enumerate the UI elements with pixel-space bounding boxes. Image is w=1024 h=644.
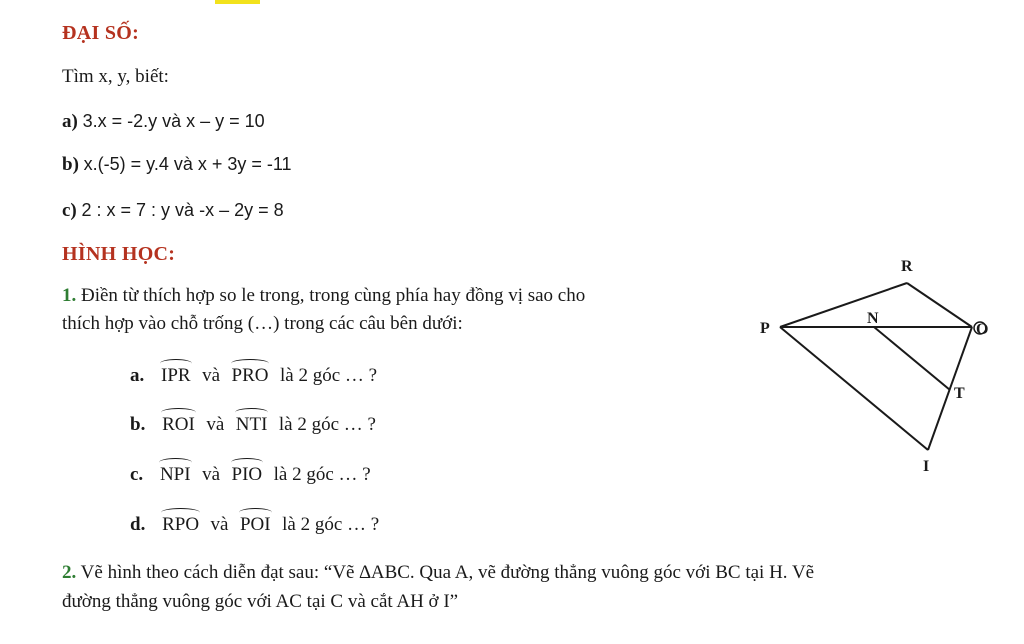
point-label-o: O <box>976 321 989 338</box>
point-label-t: T <box>954 385 965 402</box>
sub-label: b. <box>130 414 146 435</box>
angle-1: NPI <box>159 464 191 485</box>
q2-line1 <box>62 562 814 584</box>
tail: là 2 góc … ? <box>278 414 376 435</box>
item-label: c) <box>62 200 77 221</box>
segment-pr <box>780 283 907 327</box>
q1-sub-a <box>130 365 377 387</box>
algebra-intro: Tìm x, y, biết: <box>62 66 169 87</box>
point-label-r: R <box>901 258 913 275</box>
segment-pi <box>780 327 928 450</box>
sub-label: a. <box>130 365 145 386</box>
angle-1: IPR <box>161 365 191 386</box>
tail: là 2 góc … ? <box>282 514 380 535</box>
angle-2: POI <box>239 514 271 535</box>
angle-1: ROI <box>162 414 195 435</box>
item-text: 3.x = -2.y và x – y = 10 <box>82 111 265 131</box>
conj: và <box>202 365 221 386</box>
algebra-heading: ĐẠI SỐ: <box>62 22 140 44</box>
tail: là 2 góc … ? <box>279 365 378 386</box>
q2-line2: đường thẳng vuông góc với AC tại C và cắt AH ở I” <box>62 591 459 612</box>
q1-line2: thích hợp vào chỗ trống (…) trong các câu bên dưới: <box>62 313 463 334</box>
q1-line1 <box>62 285 585 307</box>
conj: và <box>210 514 229 535</box>
item-text: x.(-5) = y.4 và x + 3y = -11 <box>83 154 292 174</box>
algebra-item-a <box>62 111 265 133</box>
q2-number: 2. <box>62 562 77 583</box>
angle-2: PIO <box>231 464 263 485</box>
segment-nt <box>874 327 950 390</box>
angle-2: PRO <box>231 365 269 386</box>
sub-label: d. <box>130 514 146 535</box>
geometry-figure <box>750 250 1000 480</box>
q2-text-1: Vẽ hình theo cách diễn đạt sau: “Vẽ ∆ABC. Qua A, vẽ đường thẳng vuông góc với BC tại H. Vẽ <box>80 562 815 583</box>
algebra-item-c <box>62 200 284 222</box>
highlight-bar <box>215 0 260 4</box>
item-label: b) <box>62 154 79 175</box>
segment-oi <box>928 327 972 450</box>
conj: và <box>206 414 225 435</box>
item-label: a) <box>62 111 78 132</box>
q1-sub-c <box>130 464 371 486</box>
tail: là 2 góc … ? <box>273 464 371 485</box>
conj: và <box>202 464 220 485</box>
item-text: 2 : x = 7 : y và -x – 2y = 8 <box>81 200 284 220</box>
angle-2: NTI <box>235 414 268 435</box>
geometry-heading: HÌNH HỌC: <box>62 243 176 265</box>
q1-sub-b <box>130 414 376 436</box>
point-label-n: N <box>867 310 879 327</box>
angle-1: RPO <box>162 514 200 535</box>
algebra-item-b <box>62 154 292 176</box>
q1-number: 1. <box>62 285 77 306</box>
sub-label: c. <box>130 464 144 485</box>
point-label-p: P <box>760 320 770 337</box>
segment-ro <box>907 283 972 327</box>
q1-sub-d <box>130 514 379 536</box>
q1-text-1: Điền từ thích hợp so le trong, trong cùng phía hay đồng vị sao cho <box>81 285 586 306</box>
point-label-i: I <box>923 458 930 475</box>
